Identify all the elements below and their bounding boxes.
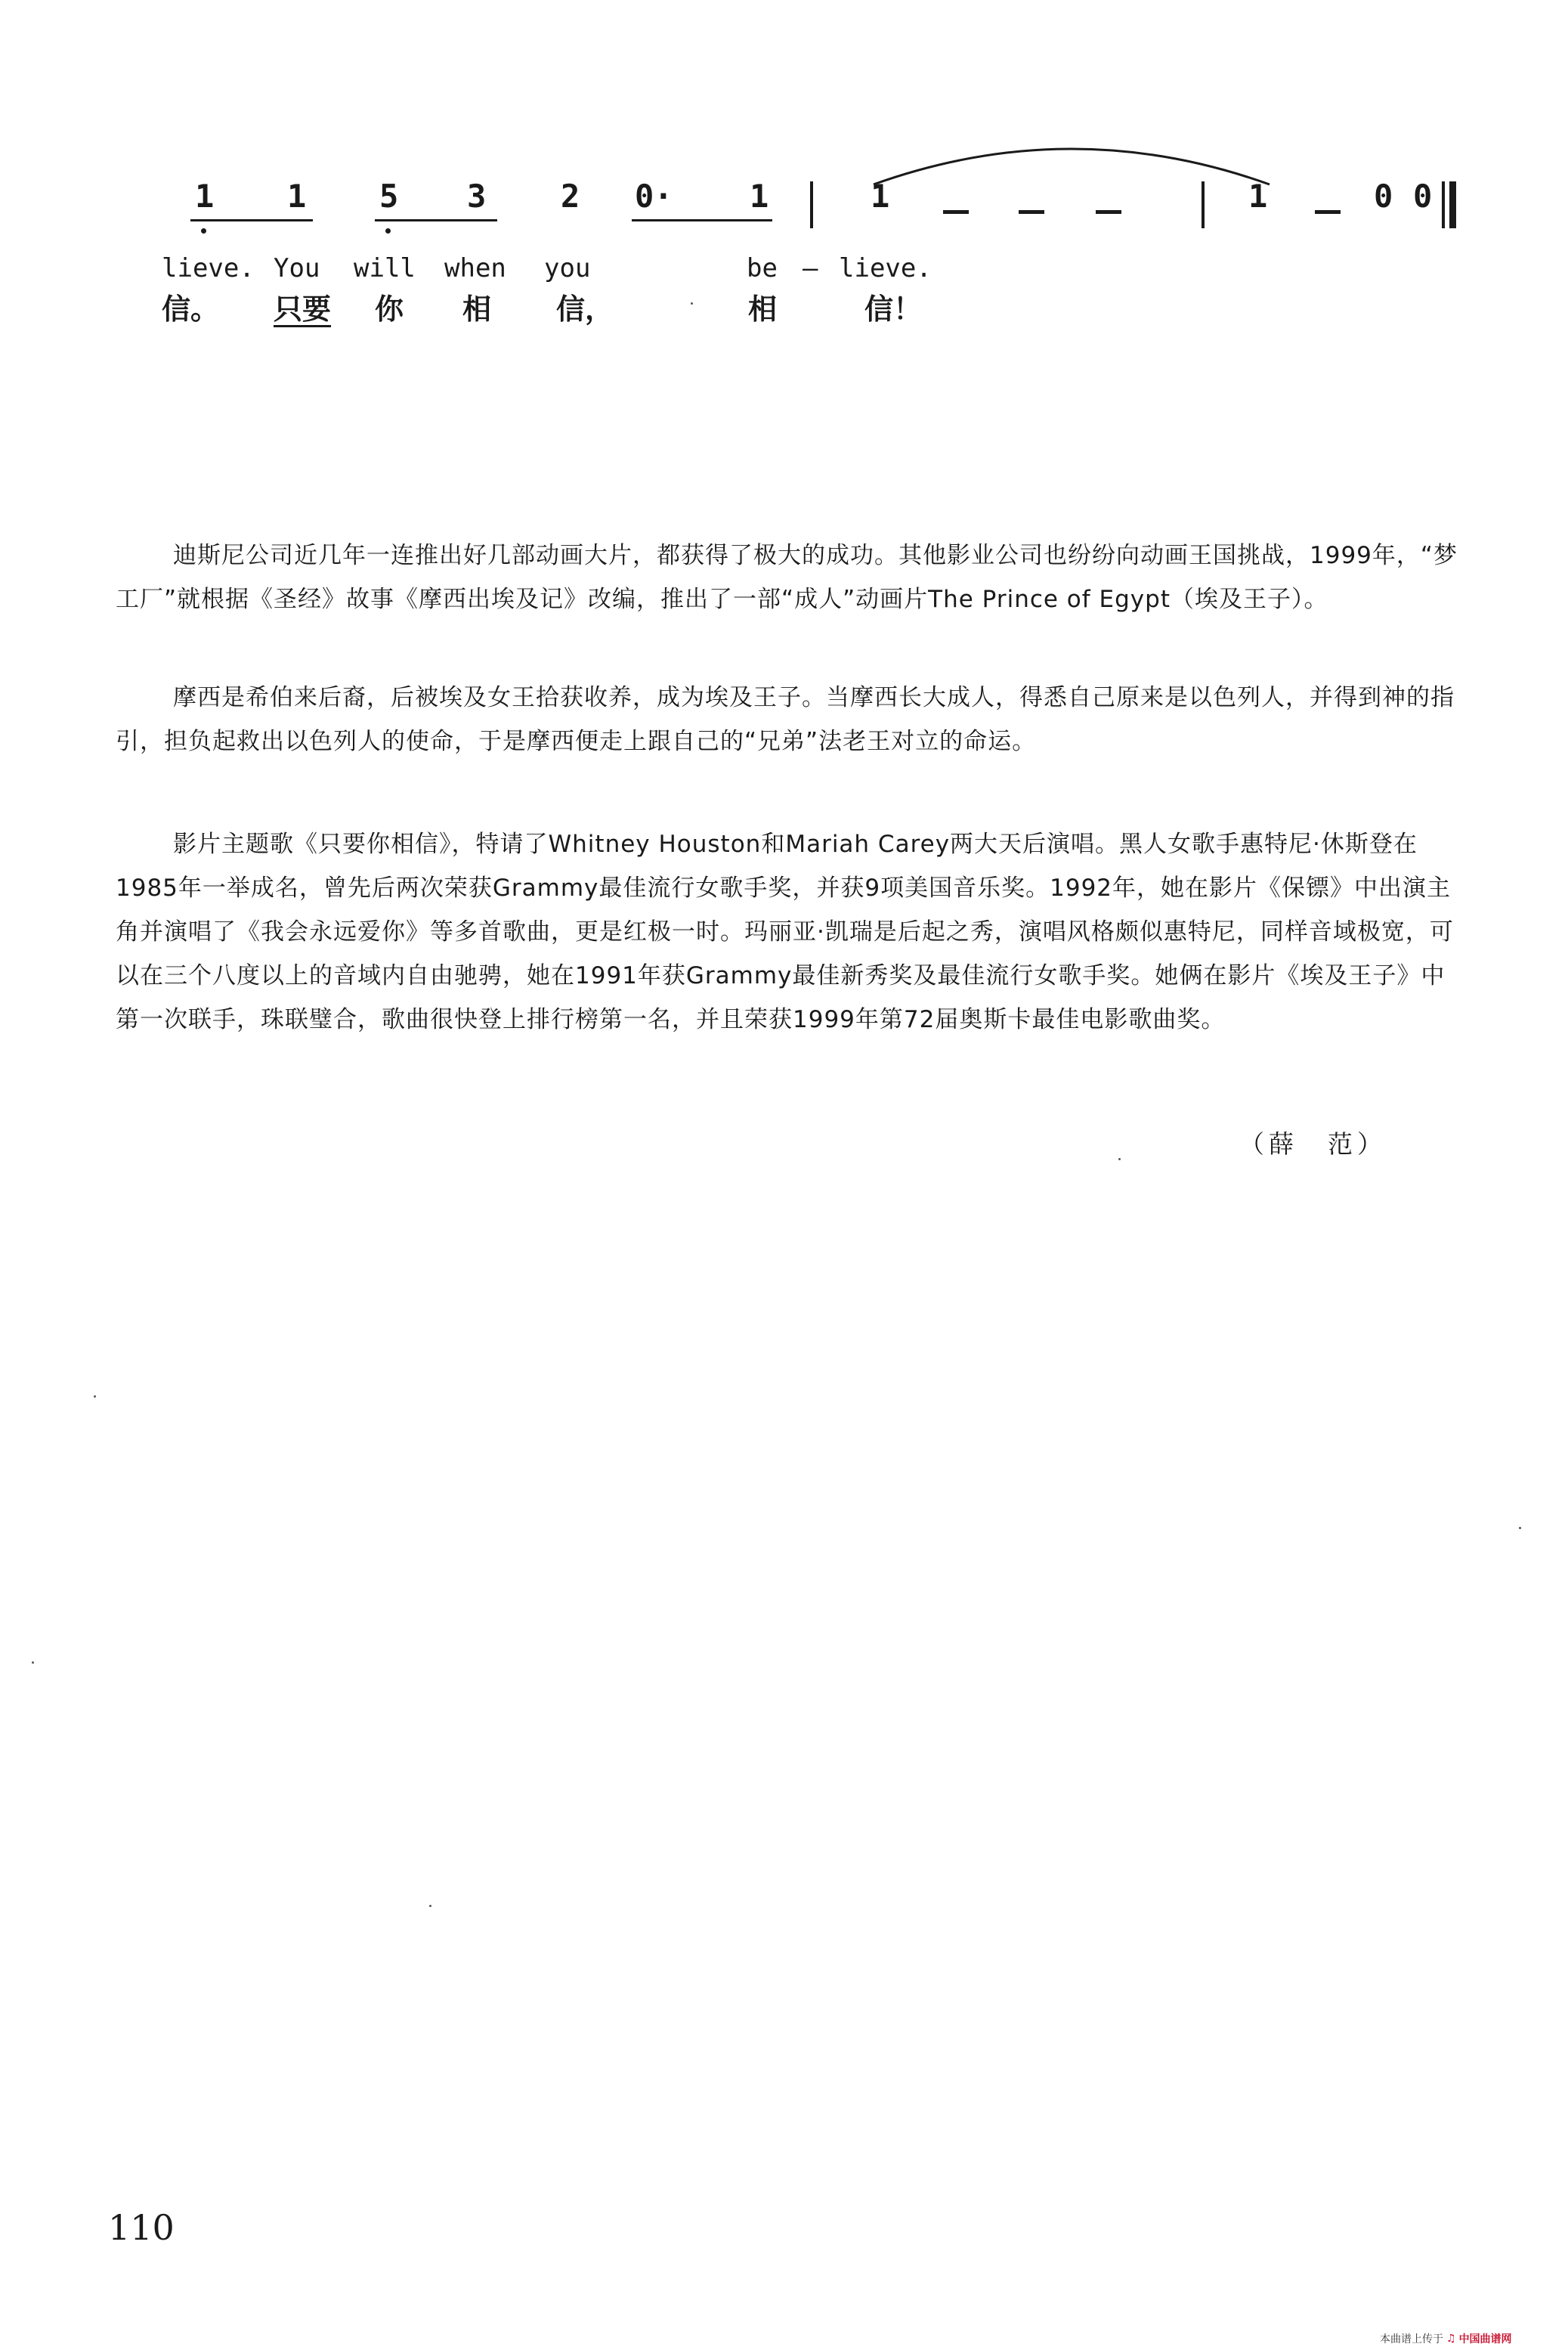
note: 0· [635,178,673,215]
note: 5 [379,178,399,215]
scan-speck [1118,1158,1121,1160]
scan-speck [691,302,693,305]
lyric-en: lieve. [162,253,255,283]
lyric-en: will [354,253,416,283]
scan-speck [94,1395,96,1398]
paragraph: 迪斯尼公司近几年一连推出好几部动画大片，都获得了极大的成功。其他影业公司也纷纷向动画王国挑战，1999年，“梦工厂”就根据《圣经》故事《摩西出埃及记》改编，推出了一部“成人”动画片The Prince of Egypt（埃及王子）。 [116,542,1458,613]
extension-dash [943,210,969,214]
final-barline-thick [1449,181,1456,228]
extension-dash [1019,210,1044,214]
octave-dot [385,228,391,234]
lyric-en: be [747,253,778,283]
scan-speck [429,1905,431,1907]
lyric-zh: 信。 [162,293,220,326]
footer-logo: 中国曲谱网 [1458,2333,1512,2345]
extension-dash [1096,210,1121,214]
beam-underline [632,219,772,221]
note: 1 [195,178,215,215]
extension-dash [1315,210,1341,214]
note: 1 [1248,178,1268,215]
lyric-zh: 信， [556,293,614,326]
beam-underline [190,219,313,221]
lyric-en: – [803,253,818,283]
note: 1 [287,178,307,215]
lyric-zh: 相 [462,293,492,326]
scan-speck [32,1661,34,1664]
lyric-en: you [544,253,591,283]
note: 3 [467,178,487,215]
lyric-zh: 相 [748,293,778,326]
scan-speck [1519,1527,1521,1529]
tie-arc [868,136,1276,189]
music-note-icon: ♫ [1446,2333,1456,2345]
footer-text: 本曲谱上传于 [1380,2333,1443,2345]
footer-watermark [1380,2331,1512,2346]
paragraph: 影片主题歌《只要你相信》，特请了Whitney Houston和Mariah Carey两大天后演唱。黑人女歌手惠特尼·休斯登在1985年一举成名，曾先后两次荣获Grammy最佳流行女歌手奖，并获9项美国音乐奖。1992年，她在影片《保镖》中出演主角并演唱了《我会永远爱你》等多首歌曲，更是红极一时。玛丽亚·凯瑞是后起之秀，演唱风格颇似惠特尼，同样音域极宽，可以在三个八度以上的音域内自由驰骋，她在1991年获Grammy最佳新秀奖及最佳流行女歌手奖。她俩在影片《埃及王子》中第一次联手，珠联璧合，歌曲很快登上排行榜第一名，并且荣获1999年第72届奥斯卡最佳电影歌曲奖。 [116,831,1454,1033]
note: 0 [1374,178,1393,215]
note: 1 [871,178,890,215]
note: 1 [750,178,769,215]
note: 2 [561,178,580,215]
page-number: 110 [108,2207,175,2248]
lyric-en: You [274,253,320,283]
lyric-en: lieve. [839,253,932,283]
final-barline-thin [1442,181,1445,228]
lyric-zh: 你 [375,293,404,326]
note: 0 [1413,178,1433,215]
author: （薛 范） [1239,1129,1387,1159]
paragraph: 摩西是希伯来后裔，后被埃及女王拾获收养，成为埃及王子。当摩西长大成人，得悉自己原来是以色列人，并得到神的指引，担负起救出以色列人的使命，于是摩西便走上跟自己的“兄弟”法老王对立的命运。 [116,684,1455,755]
lyric-en: when [444,253,506,283]
barline [810,181,813,228]
beam-underline [375,219,497,221]
octave-dot [201,228,206,234]
lyric-zh: 只要 [274,293,332,326]
lyric-zh: 信！ [864,293,923,326]
